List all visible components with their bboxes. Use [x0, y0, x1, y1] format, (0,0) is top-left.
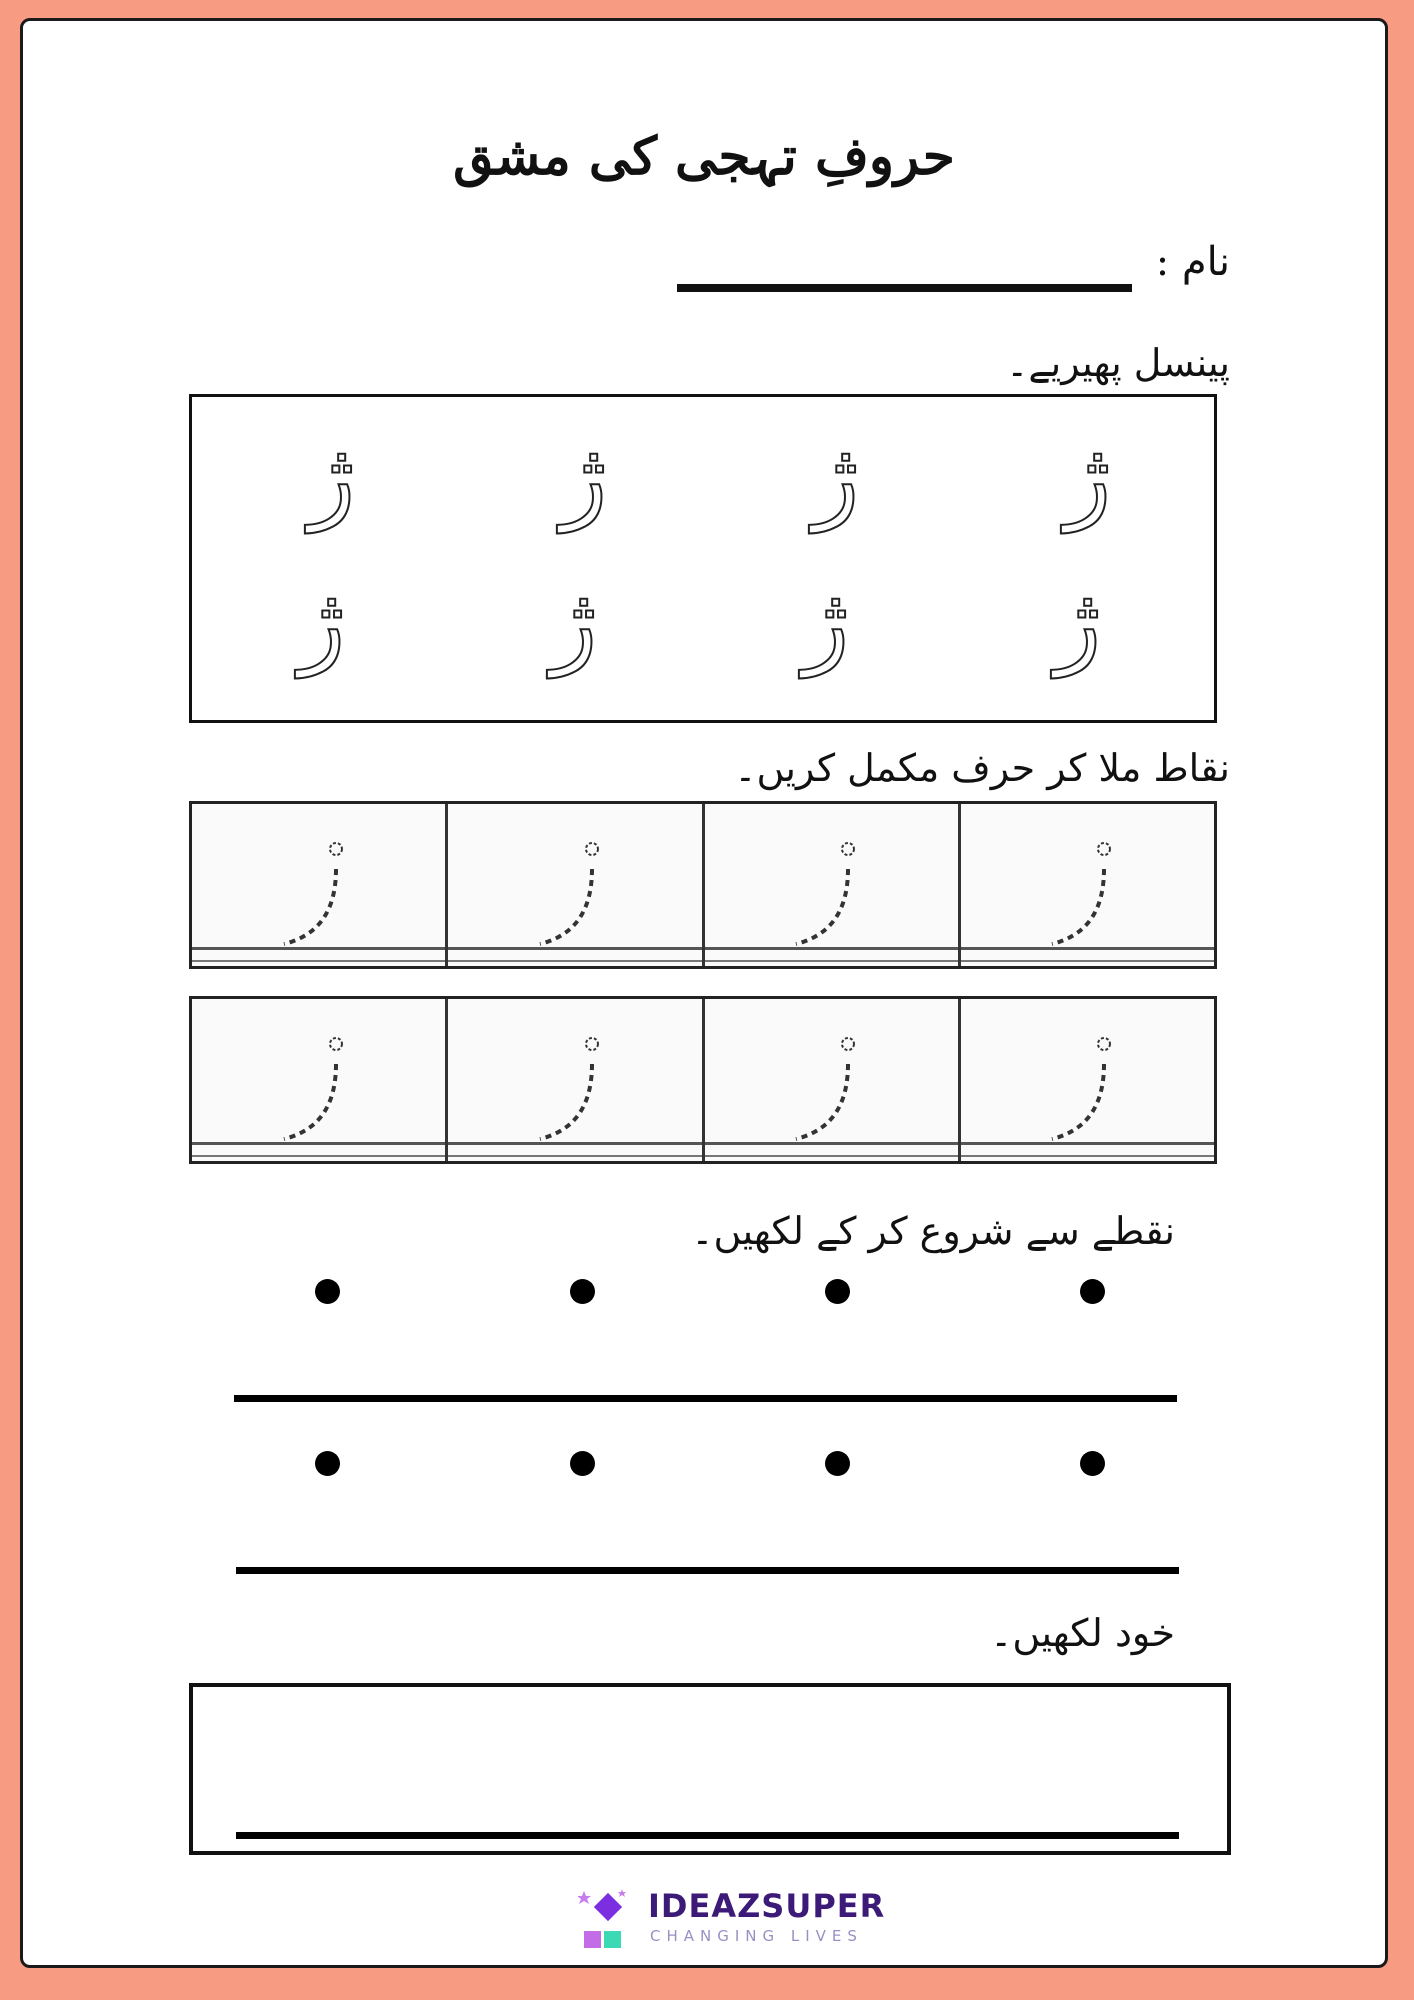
dotted-letter-cell[interactable] [445, 999, 701, 1161]
dotted-letter-cell[interactable] [192, 804, 445, 966]
start-dot[interactable] [1080, 1451, 1105, 1476]
dotted-letter-cell[interactable] [702, 999, 958, 1161]
trace-letter[interactable]: ژ [308, 421, 356, 533]
name-write-line[interactable] [677, 284, 1132, 292]
dotted-letter-glyph [1042, 1029, 1152, 1149]
trace-letter[interactable]: ژ [298, 566, 346, 678]
dotted-letter-cell[interactable] [192, 999, 445, 1161]
start-dot[interactable] [315, 1279, 340, 1304]
start-dot[interactable] [570, 1451, 595, 1476]
dotted-letter-cell[interactable] [702, 804, 958, 966]
trace-instruction: پینسل پھیریے۔ [1006, 341, 1230, 385]
trace-letter[interactable]: ژ [1054, 566, 1102, 678]
dotted-letter-glyph [530, 834, 640, 954]
dotted-letter-cell[interactable] [958, 804, 1214, 966]
free-writing-box[interactable] [189, 1683, 1231, 1855]
start-dot[interactable] [1080, 1279, 1105, 1304]
trace-letter[interactable]: ژ [812, 421, 860, 533]
start-dot[interactable] [570, 1279, 595, 1304]
dotted-letter-cell[interactable] [445, 804, 701, 966]
dotted-letter-cell[interactable] [958, 999, 1214, 1161]
writing-baseline[interactable] [234, 1395, 1177, 1402]
connect-dots-instruction: نقاط ملا کر حرف مکمل کریں۔ [734, 746, 1230, 790]
write-yourself-instruction: خود لکھیں۔ [990, 1611, 1175, 1655]
dotted-letter-glyph [530, 1029, 640, 1149]
brand-logo [578, 1887, 898, 1957]
trace-letter[interactable]: ژ [560, 421, 608, 533]
dotted-letter-row-1 [189, 801, 1217, 969]
logo-tagline: CHANGING LIVES [650, 1927, 863, 1945]
writing-baseline[interactable] [236, 1567, 1179, 1574]
logo-name: IDEAZSUPER [648, 1887, 886, 1925]
start-dot[interactable] [825, 1279, 850, 1304]
trace-letter[interactable]: ژ [550, 566, 598, 678]
trace-letter[interactable]: ژ [1064, 421, 1112, 533]
start-from-dot-instruction: نقطے سے شروع کر کے لکھیں۔ [691, 1209, 1175, 1253]
dotted-letter-glyph [786, 834, 896, 954]
start-dot[interactable] [825, 1451, 850, 1476]
writing-baseline [236, 1832, 1179, 1839]
dotted-letter-glyph [786, 1029, 896, 1149]
dotted-letter-glyph [1042, 834, 1152, 954]
trace-letter[interactable]: ژ [802, 566, 850, 678]
worksheet-page [20, 18, 1388, 1968]
dotted-letter-glyph [274, 1029, 384, 1149]
logo-icon [578, 1887, 642, 1957]
trace-box [189, 394, 1217, 723]
name-label: نام : [1155, 239, 1230, 285]
worksheet-title: حروفِ تہجی کی مشق [453, 126, 955, 187]
start-dot[interactable] [315, 1451, 340, 1476]
dotted-letter-row-2 [189, 996, 1217, 1164]
dotted-letter-glyph [274, 834, 384, 954]
